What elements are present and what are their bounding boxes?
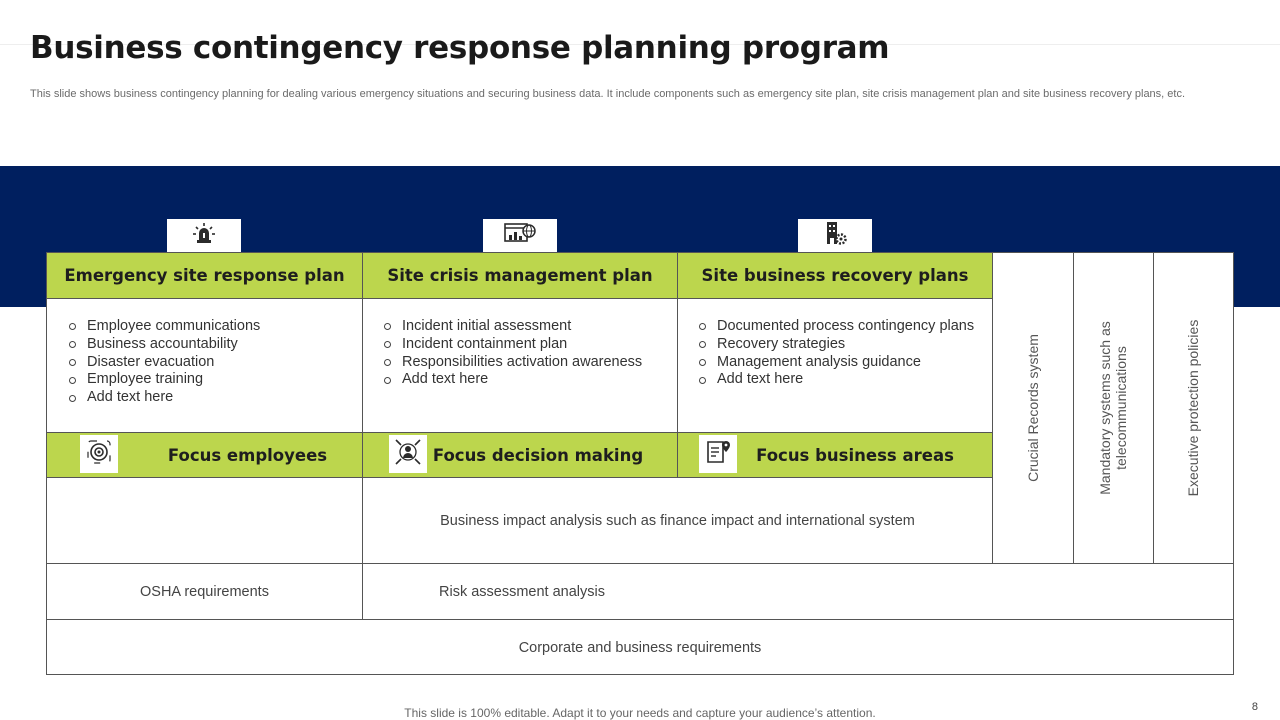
emergency-list <box>67 318 260 407</box>
list-item: Add text here <box>67 389 260 407</box>
contingency-table <box>46 252 1234 675</box>
vertical-label-telecom: Mandatory systems such as telecommunications <box>1097 321 1129 495</box>
grid-line <box>362 253 363 619</box>
grid-line <box>47 563 1233 564</box>
focus-business-label: Focus business areas <box>756 445 954 465</box>
crisis-icon-tab <box>483 219 557 252</box>
focus-decision-label: Focus decision making <box>432 445 644 465</box>
recovery-icon-tab <box>798 219 872 252</box>
page-title: Business contingency response planning program <box>30 30 890 66</box>
document-location-icon <box>704 438 732 471</box>
grid-line <box>677 253 678 478</box>
focus-business-icon-box <box>699 435 737 473</box>
corporate-cell: Corporate and business requirements <box>518 639 762 656</box>
decision-arrows-icon <box>394 438 422 471</box>
list-item: Responsibilities activation awareness <box>382 354 642 372</box>
list-item: Add text here <box>697 371 974 389</box>
list-item: Incident initial assessment <box>382 318 642 336</box>
list-item: Employee communications <box>67 318 260 336</box>
list-item: Incident containment plan <box>382 336 642 354</box>
impact-analysis-cell: Business impact analysis such as finance impact and international system <box>440 512 915 529</box>
list-item: Management analysis guidance <box>697 354 974 372</box>
risk-cell: Risk assessment analysis <box>439 583 605 600</box>
siren-icon <box>192 221 216 250</box>
list-item: Employee training <box>67 371 260 389</box>
dashboard-globe-icon <box>504 221 536 250</box>
target-icon <box>86 439 112 470</box>
list-item: Recovery strategies <box>697 336 974 354</box>
grid-line <box>47 619 1233 620</box>
grid-line <box>47 477 992 478</box>
grid-line <box>1073 253 1074 563</box>
header-emergency: Emergency site response plan <box>47 253 362 298</box>
grid-line <box>47 432 992 433</box>
building-gear-icon <box>823 220 847 251</box>
osha-cell: OSHA requirements <box>140 583 269 600</box>
recovery-list <box>697 318 974 389</box>
page-subtitle: This slide shows business contingency planning for dealing various emergency situations and securing business data. It include components such as emergency site plan, site crisis management plan and site business recovery plans, etc. <box>30 88 1186 100</box>
grid-line <box>1153 253 1154 563</box>
vertical-label-executive: Executive protection policies <box>1185 319 1201 497</box>
crisis-list <box>382 318 642 389</box>
focus-employees-label: Focus employees <box>167 445 328 465</box>
grid-line <box>47 298 992 299</box>
header-recovery: Site business recovery plans <box>678 253 992 298</box>
list-item: Disaster evacuation <box>67 354 260 372</box>
list-item: Business accountability <box>67 336 260 354</box>
vertical-label-records: Crucial Records system <box>1025 334 1041 482</box>
focus-employees-icon-box <box>80 435 118 473</box>
page-number: 8 <box>1251 701 1258 713</box>
header-crisis: Site crisis management plan <box>363 253 677 298</box>
grid-line <box>992 253 993 563</box>
focus-decision-icon-box <box>389 435 427 473</box>
emergency-icon-tab <box>167 219 241 252</box>
footer-note: This slide is 100% editable. Adapt it to your needs and capture your audience’s attention. <box>404 706 876 720</box>
list-item: Documented process contingency plans <box>697 318 974 336</box>
list-item: Add text here <box>382 371 642 389</box>
